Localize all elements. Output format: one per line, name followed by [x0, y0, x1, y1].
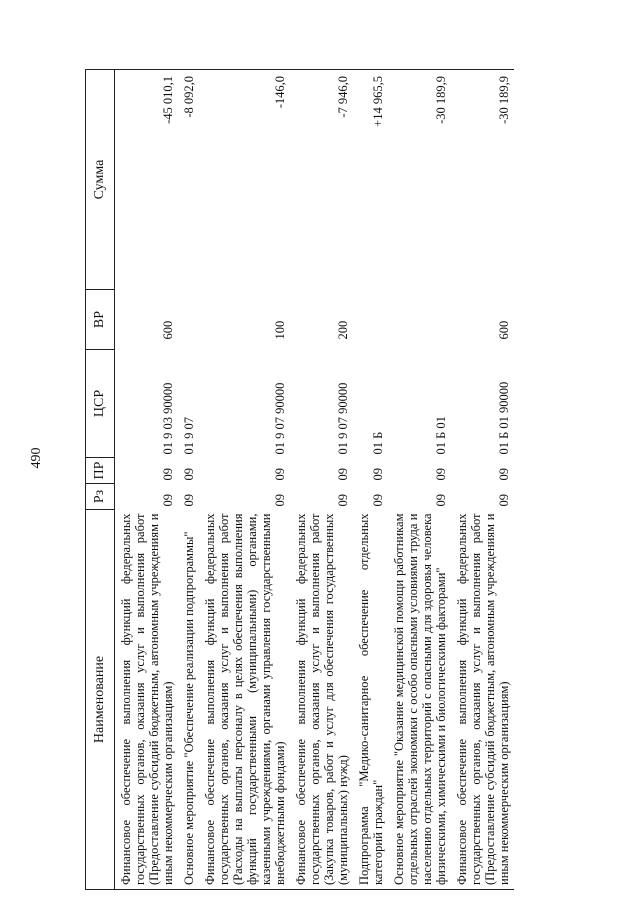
table-row: [290, 70, 353, 890]
row-name: Финансовое обеспечение выполнения функций федеральных государственных органов, оказания услуг и выполнения работ (Закупка товаров, работ и услуг для обеспечения государственных (муниципальных) нужд): [290, 510, 353, 890]
table-row: [353, 70, 388, 890]
table-header-row: [86, 70, 115, 890]
row-csr: 01 Б: [371, 431, 385, 455]
row-name: Основное мероприятие "Оказание медицинской помощи работникам отдельных отраслей экономики с особо опасными условиями труда и населению отдельных территорий с опасными для здоровья человека физическими, химическими и биологическими факторами": [388, 510, 451, 890]
header-vr: ВР: [86, 290, 115, 350]
row-rz: 09: [336, 494, 350, 507]
row-sum: +14 965,5: [353, 70, 388, 290]
row-csr: 01 9 07 90000: [273, 382, 287, 455]
row-name: Финансовое обеспечение выполнения функций федеральных государственных органов, оказания услуг и выполнения работ (Расходы на выплаты персоналу в целях обеспечения выполнения функций государственными (муниципальными) органами, казенными учреждениями, органами управления государственными внебюджетными фондами): [199, 510, 290, 890]
row-pr: 09: [161, 468, 175, 481]
row-sum: -146,0: [199, 70, 290, 290]
row-vr: 600: [161, 320, 175, 340]
row-csr: 01 9 07: [182, 417, 196, 455]
row-sum: -45 010,1: [115, 70, 179, 290]
row-csr: 01 9 03 90000: [161, 382, 175, 455]
row-csr: 01 Б 01 90000: [497, 381, 511, 455]
header-name: Наименование: [86, 510, 115, 890]
row-pr: 09: [434, 468, 448, 481]
table-row: [451, 70, 514, 890]
row-name: Финансовое обеспечение выполнения функций федеральных государственных органов, оказания услуг и выполнения работ (Предоставление субсидий бюджетным, автономным учреждениям и иным некоммерческим организациям): [115, 510, 179, 890]
header-rz: Рз: [86, 484, 115, 510]
rotated-page: [85, 70, 585, 890]
row-name: Подпрограмма "Медико-санитарное обеспечение отдельных категорий граждан": [353, 510, 388, 890]
row-rz: 09: [434, 494, 448, 507]
page-number: 490: [29, 447, 44, 469]
budget-table-sheet: [85, 70, 585, 890]
row-rz: 09: [497, 494, 511, 507]
row-sum: -30 189,9: [451, 70, 514, 290]
header-csr: ЦСР: [86, 350, 115, 458]
row-pr: 09: [371, 468, 385, 481]
table-row: [388, 70, 451, 890]
row-pr: 09: [273, 468, 287, 481]
row-name: Финансовое обеспечение выполнения функций федеральных государственных органов, оказания услуг и выполнения работ (Предоставление субсидий бюджетным, автономным учреждениям и иным некоммерческим организациям): [451, 510, 514, 890]
header-pr: ПР: [86, 458, 115, 484]
row-csr: 01 9 07 90000: [336, 382, 350, 455]
table-row: [115, 70, 179, 890]
row-vr: [178, 290, 199, 350]
row-rz: 09: [273, 494, 287, 507]
budget-table: [85, 69, 514, 890]
row-vr: 600: [497, 320, 511, 340]
row-vr: [353, 290, 388, 350]
row-pr: 09: [497, 468, 511, 481]
row-sum: -7 946,0: [290, 70, 353, 290]
row-rz: 09: [182, 494, 196, 507]
row-vr: 200: [336, 320, 350, 340]
table-row: [199, 70, 290, 890]
table-row: [178, 70, 199, 890]
row-rz: 09: [371, 494, 385, 507]
row-sum: -8 092,0: [178, 70, 199, 290]
row-sum: -30 189,9: [388, 70, 451, 290]
row-pr: 09: [336, 468, 350, 481]
row-vr: 100: [273, 320, 287, 340]
row-rz: 09: [161, 494, 175, 507]
header-sum: Сумма: [86, 70, 115, 290]
row-csr: 01 Б 01: [434, 416, 448, 455]
row-pr: 09: [182, 468, 196, 481]
row-vr: [388, 290, 451, 350]
row-name: Основное мероприятие "Обеспечение реализации подпрограммы": [178, 510, 199, 890]
